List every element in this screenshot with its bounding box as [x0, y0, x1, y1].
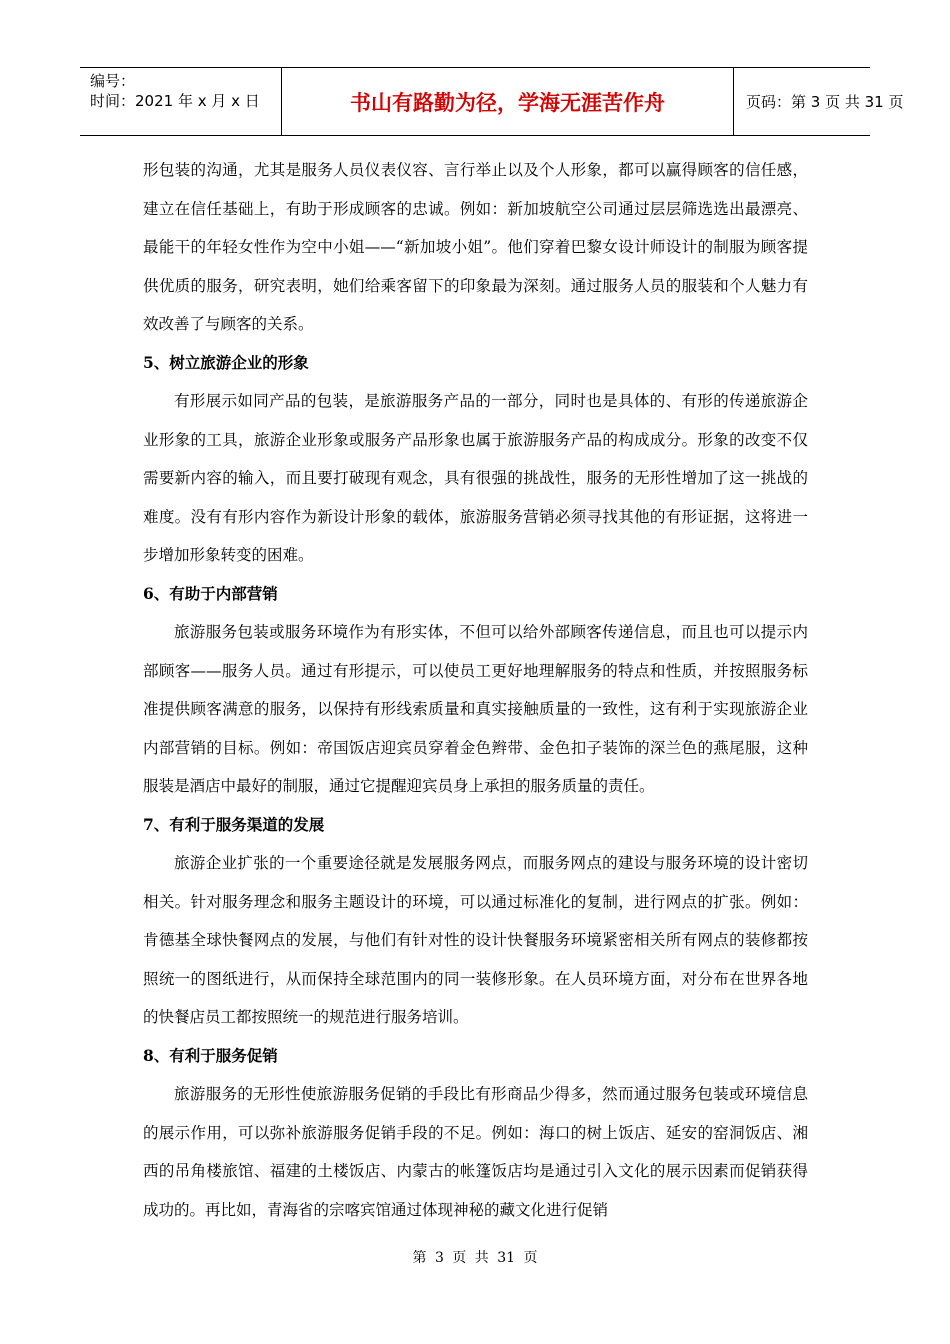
section-heading-8: 8、有利于服务促销: [143, 1045, 278, 1065]
page-header: [80, 67, 904, 136]
header-meta: [80, 68, 282, 135]
paragraph-section-7: 旅游企业扩张的一个重要途径就是发展服务网点，而服务网点的建设与服务环境的设计密切相关。针对服务理念和服务主题设计的环境，可以通过标准化的复制，进行网点的扩张。例如：肯德基全球快餐网点的发展，与他们有针对性的设计快餐服务环境紧密相关所有网点的装修都按照统一的图纸进行，从而保持全球范围内的同一装修形象。在人员环境方面，对分布在世界各地的快餐店员工都按照统一的规范进行服务培训。: [143, 854, 808, 1026]
header-page-info: 页码：第 3 页 共 31 页: [746, 93, 904, 111]
paragraph-section-6: 旅游服务包装或服务环境作为有形实体，不但可以给外部顾客传递信息，而且也可以提示内部顾客——服务人员。通过有形提示，可以使员工更好地理解服务的特点和性质，并按照服务标准提供顾客满意的服务，以保持有形线索质量和真实接触质量的一致性，这有利于实现旅游企业内部营销的目标。例如：帝国饭店迎宾员穿着金色辫带、金色扣子装饰的深兰色的燕尾服，这种服装是酒店中最好的制服，通过它提醒迎宾员身上承担的服务质量的责任。: [143, 623, 808, 795]
section-heading-7: 7、有利于服务渠道的发展: [143, 814, 325, 834]
document-time-label: 时间：2021 年 x 月 x 日: [90, 92, 260, 110]
document-number-label: 编号：: [90, 72, 136, 90]
document-body: [143, 151, 808, 1229]
header-motto: 书山有路勤为径，学海无涯苦作舟: [282, 68, 734, 135]
paragraph-continued: 形包装的沟通，尤其是服务人员仪表仪容、言行举止以及个人形象，都可以赢得顾客的信任感，建立在信任基础上，有助于形成顾客的忠诚。例如：新加坡航空公司通过层层筛选选出最漂亮、最能干的年轻女性作为空中小姐——“新加坡小姐”。他们穿着巴黎女设计师设计的制服为顾客提供优质的服务，研究表明，她们给乘客留下的印象最为深刻。通过服务人员的服装和个人魅力有效改善了与顾客的关系。: [143, 161, 808, 333]
paragraph-section-8: 旅游服务的无形性使旅游服务促销的手段比有形商品少得多，然而通过服务包装或环境信息的展示作用，可以弥补旅游服务促销手段的不足。例如：海口的树上饭店、延安的窑洞饭店、湘西的吊角楼旅馆、福建的土楼饭店、内蒙古的帐篷饭店均是通过引入文化的展示因素而促销获得成功的。再比如，青海省的宗喀宾馆通过体现神秘的藏文化进行促销: [143, 1085, 808, 1219]
section-heading-6: 6、有助于内部营销: [143, 583, 278, 603]
section-heading-5: 5、树立旅游企业的形象: [143, 352, 309, 372]
paragraph-section-5: 有形展示如同产品的包装，是旅游服务产品的一部分，同时也是具体的、有形的传递旅游企业形象的工具，旅游企业形象或服务产品形象也属于旅游服务产品的构成成分。形象的改变不仅需要新内容的输入，而且要打破现有观念，具有很强的挑战性，服务的无形性增加了这一挑战的难度。没有有形内容作为新设计形象的载体，旅游服务营销必须寻找其他的有形证据，这将进一步增加形象转变的困难。: [143, 392, 808, 564]
page-footer: 第 3 页 共 31 页: [412, 1250, 538, 1266]
